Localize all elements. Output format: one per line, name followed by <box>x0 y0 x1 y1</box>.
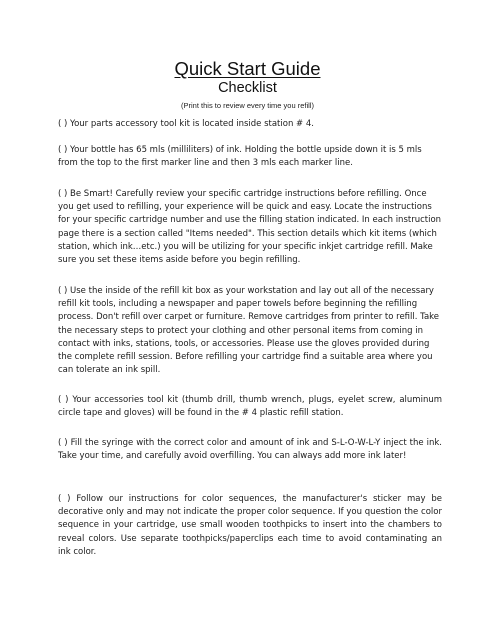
checklist-item-be-smart: ( ) Be Smart! Carefully review your specific cartridge instructions before refilling. Once you get used to refilling, your experience will be quick and easy. Locate the instructions for your specific cartridge number and use the filling station indicated. In each instruction page there is a section called "Items needed". This section details which kit items (which station, which ink…etc.) you will be utilizing for your specific inkjet cartridge refill. Make sure you set these items aside before you begin refilling. <box>58 189 442 266</box>
page-title: Quick Start Guide <box>174 58 321 79</box>
checklist-item-tool-kit-location: ( ) Your parts accessory tool kit is located inside station # 4. <box>58 119 314 129</box>
checklist-item-bottle-volume: ( ) Your bottle has 65 mls (milliliters) of ink. Holding the bottle upside down it is 5 mls from the top to the first marker line and then 3 mls each marker line. <box>58 145 422 169</box>
print-note: (Print this to review every time you refill) <box>181 101 314 110</box>
checklist-item-color-sequence: ( ) Follow our instructions for color sequences, the manufacturer's sticker may be decorative only and may not indicate the proper color sequence. If you question the color sequence in your cartridge, use small wooden toothpicks to insert into the chambers to reveal colors. Use separate toothpicks/paperclips each time to avoid contaminating an ink color. <box>58 494 442 557</box>
checklist-item-fill-syringe: ( ) Fill the syringe with the correct color and amount of ink and S-L-O-W-L-Y inject the ink. Take your time, and carefully avoid overfilling. You can always add more ink later! <box>58 438 442 462</box>
page-subtitle: Checklist <box>218 80 277 96</box>
checklist-item-accessories-kit: ( ) Your accessories tool kit (thumb drill, thumb wrench, plugs, eyelet screw, aluminum circle tape and gloves) will be found in the # 4 plastic refill station. <box>58 395 442 419</box>
checklist-item-workstation: ( ) Use the inside of the refill kit box as your workstation and lay out all of the necessary refill kit tools, including a newspaper and paper towels before beginning the refilling process. Don't refill over carpet or furniture. Remove cartridges from printer to refill. Take the necessary steps to protect your clothing and other personal items from coming in contact with inks, stations, tools, or accessories. Please use the gloves provided during the complete refill session. Before refilling your cartridge find a suitable area where you can tolerate an ink spill. <box>58 286 440 376</box>
